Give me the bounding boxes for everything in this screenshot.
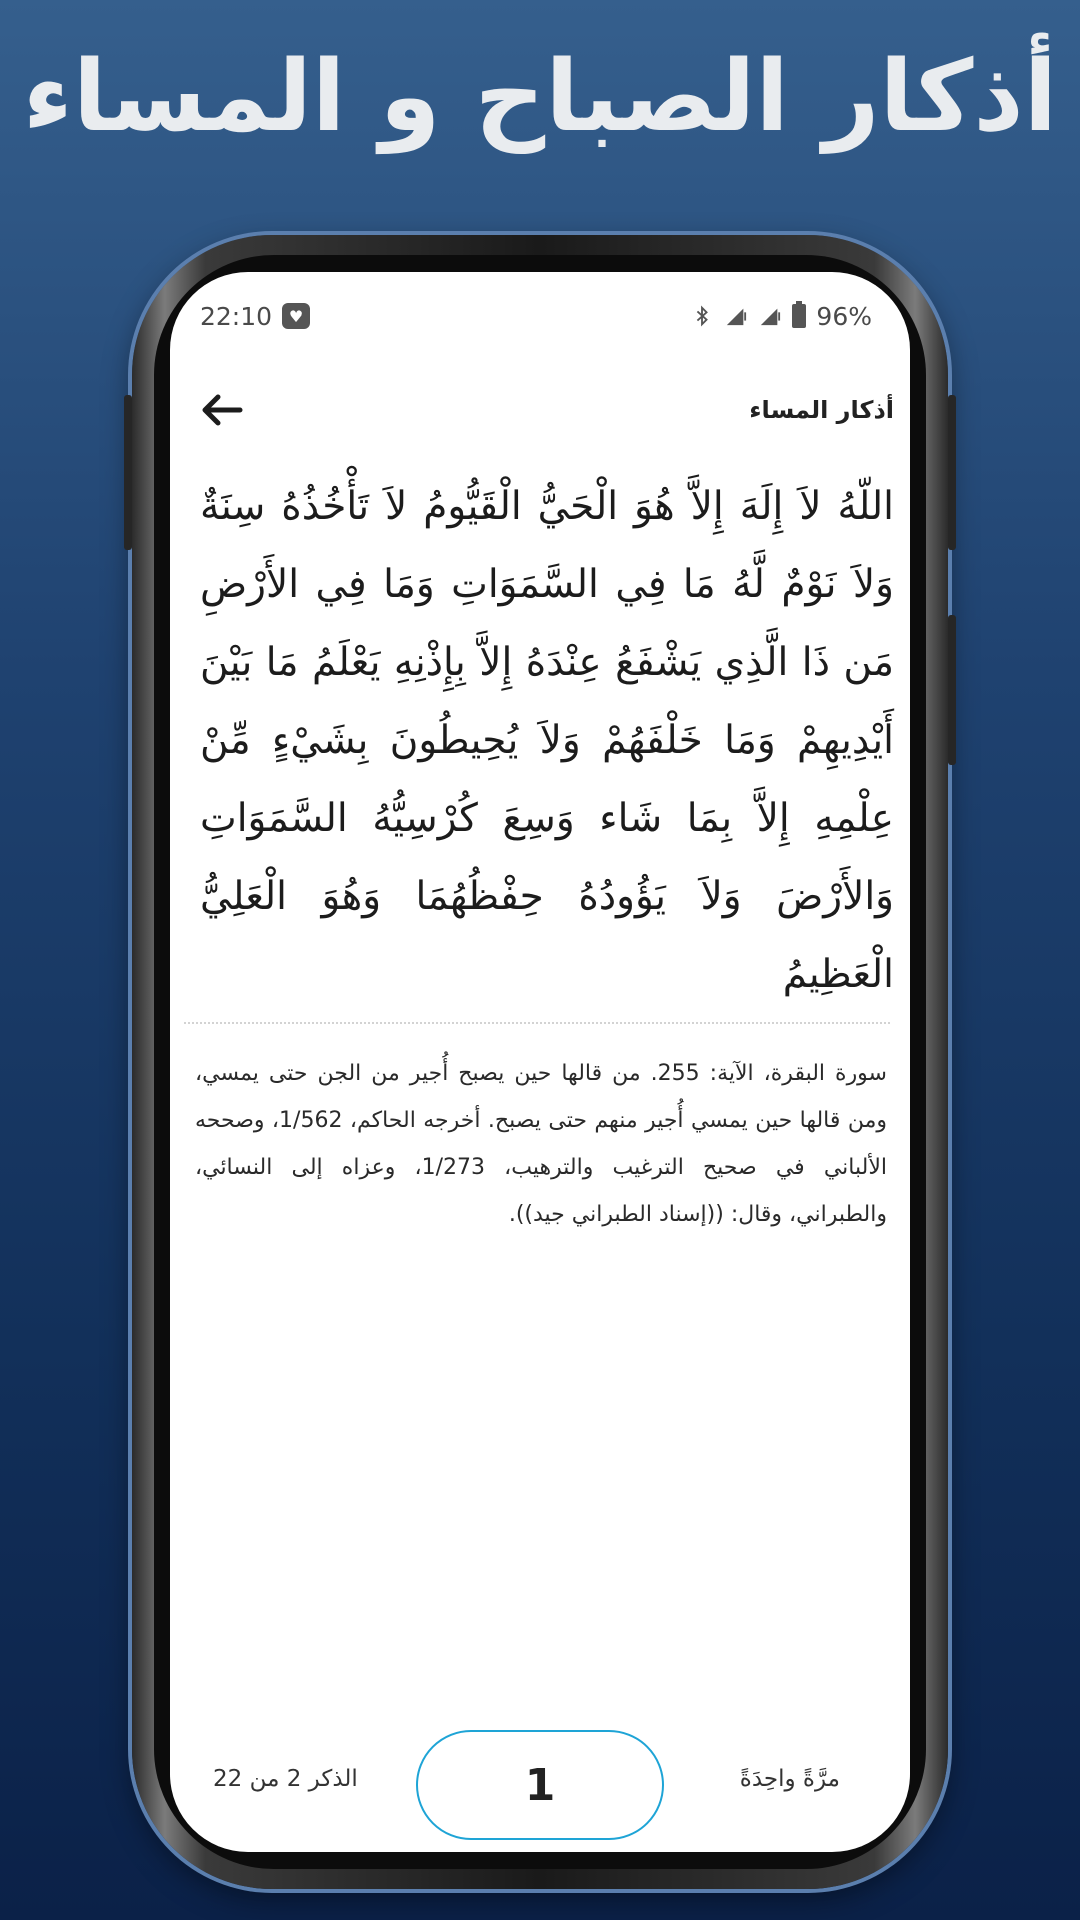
status-time: 22:10: [200, 301, 273, 331]
bluetooth-icon: [690, 305, 714, 327]
counter-button[interactable]: 1: [416, 1730, 664, 1840]
dhikr-source-note: سورة البقرة، الآية: 255. من قالها حين يصبح أُجير من الجن حتى يمسي، ومن قالها حين يمسي أُجير منهم حتى يصبح. أخرجه الحاكم، 1/562، وصححه الألباني في صحيح الترغيب والترهيب، 1/273، وعزاه إلى النسائي، والطبراني، وقال: ((إسناد الطبراني جيد)).: [195, 1061, 887, 1227]
battery-icon: [792, 304, 806, 328]
dhikr-progress-label: الذكر 2 من 22: [213, 1766, 358, 1792]
dotted-divider: [184, 1022, 890, 1024]
phone-volume-button: [948, 395, 956, 550]
phone-power-button: [948, 615, 956, 765]
promo-headline: أذكار الصباح و المساء: [22, 40, 1058, 154]
dhikr-text: اللّهُ لاَ إِلَهَ إِلاَّ هُوَ الْحَيُّ الْقَيُّومُ لاَ تَأْخُذُهُ سِنَةٌ وَلاَ نَوْمٌ لَّهُ مَا فِي السَّمَوَاتِ وَمَا فِي الأَرْضِ مَن ذَا الَّذِي يَشْفَعُ عِنْدَهُ إِلاَّ بِإِذْنِهِ يَعْلَمُ مَا بَيْنَ أَيْدِيهِمْ وَمَا خَلْفَهُمْ وَلاَ يُحِيطُونَ بِشَيْءٍ مِّنْ عِلْمِهِ إِلاَّ بِمَا شَاء وَسِعَ كُرْسِيُّهُ السَّمَوَاتِ وَالأَرْضَ وَلاَ يَؤُودُهُ حِفْظُهُمَا وَهُوَ الْعَلِيُّ الْعَظِيمُ: [200, 484, 894, 997]
repeat-count-label: مرَّةً واحِدَةً: [739, 1766, 840, 1792]
page-title: أذكار المساء: [749, 396, 894, 424]
phone-side-button-left: [124, 395, 132, 550]
battery-percent: 96%: [816, 301, 872, 331]
signal-icon-secondary: [758, 305, 782, 327]
bottom-bar: [170, 1730, 910, 1840]
app-bar: [170, 370, 910, 450]
back-arrow-icon[interactable]: [200, 393, 244, 427]
heart-notification-icon: ♥: [282, 303, 310, 329]
signal-icon: [724, 305, 748, 327]
status-bar-right: [690, 302, 872, 331]
status-bar-left: [200, 302, 310, 331]
status-bar: [170, 286, 910, 346]
phone-screen: [170, 272, 910, 1852]
